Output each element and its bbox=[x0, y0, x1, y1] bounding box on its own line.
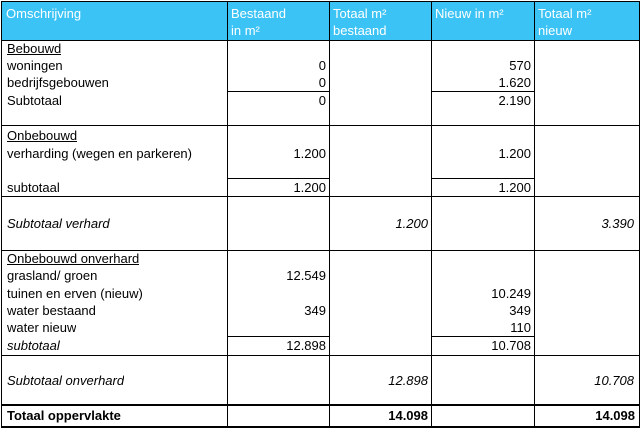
value-subtotaal-onverhard-section-bestaand: 12.898 bbox=[286, 338, 326, 353]
row-label-subtotaal-onverhard-section: subtotaal bbox=[7, 338, 60, 353]
value-subtotaal-onbebouwd-bestaand: 1.200 bbox=[293, 180, 326, 195]
value-tuinen-nieuw: 10.249 bbox=[491, 286, 531, 301]
value-water-nieuw-nieuw: 110 bbox=[510, 320, 531, 335]
header-totaal-nieuw: Totaal m² nieuw bbox=[538, 6, 592, 38]
value-grasland-nieuw bbox=[433, 268, 531, 284]
value-tuinen-bestaand bbox=[229, 286, 326, 302]
grid-line bbox=[227, 91, 329, 92]
grid-line bbox=[431, 178, 534, 179]
grid-line bbox=[639, 1, 640, 428]
grid-line bbox=[1, 125, 640, 126]
value-verharding-bestaand: 1.200 bbox=[293, 146, 326, 161]
header-nieuw: Nieuw in m² bbox=[435, 6, 504, 21]
row-label-subtotaal-onverhard: Subtotaal onverhard bbox=[7, 373, 125, 388]
value-bedrijfsgebouwen-nieuw: 1.620 bbox=[498, 75, 531, 90]
grid-line bbox=[1, 40, 640, 41]
section-title-onbebouwd: Onbebouwd bbox=[7, 128, 78, 143]
grid-line bbox=[1, 404, 640, 406]
grid-line bbox=[1, 1, 640, 2]
value-subtotaal-onbebouwd-nieuw: 1.200 bbox=[498, 180, 531, 195]
grid-line bbox=[1, 426, 640, 428]
value-water-bestaand-bestaand: 349 bbox=[304, 303, 326, 318]
value-subtotaal-onverhard-section-nieuw: 10.708 bbox=[491, 338, 531, 353]
grid-line bbox=[431, 91, 534, 92]
grid-line bbox=[227, 336, 329, 337]
row-label-tuinen: tuinen en erven (nieuw) bbox=[7, 286, 143, 301]
section-title-bebouwd: Bebouwd bbox=[7, 41, 62, 56]
value-water-bestaand-nieuw: 349 bbox=[509, 303, 531, 318]
header-omschrijving: Omschrijving bbox=[6, 6, 82, 21]
grid-line bbox=[431, 336, 534, 337]
row-label-verharding: verharding (wegen en parkeren) bbox=[7, 146, 192, 161]
grid-line bbox=[1, 355, 640, 356]
value-subtotaal-verhard-totaal-bestaand: 1.200 bbox=[395, 216, 428, 231]
value-water-nieuw-bestaand bbox=[229, 320, 326, 336]
value-subtotaal-bebouwd-nieuw: 2.190 bbox=[498, 93, 531, 108]
row-label-water-nieuw: water nieuw bbox=[7, 320, 77, 335]
row-label-bedrijfsgebouwen: bedrijfsgebouwen bbox=[7, 75, 109, 90]
header-totaal-bestaand: Totaal m² bestaand bbox=[333, 6, 387, 38]
row-label-subtotaal-verhard: Subtotaal verhard bbox=[7, 216, 110, 231]
header-bestaand: Bestaand in m² bbox=[231, 6, 286, 38]
value-bedrijfsgebouwen-bestaand: 0 bbox=[318, 75, 326, 90]
value-grasland-bestaand: 12.549 bbox=[286, 268, 326, 283]
row-label-water-bestaand: water bestaand bbox=[7, 303, 96, 318]
row-label-subtotaal-onbebouwd: subtotaal bbox=[7, 180, 60, 195]
value-totaal-nieuw: 14.098 bbox=[595, 408, 635, 423]
row-label-totaal: Totaal oppervlakte bbox=[7, 408, 121, 423]
value-woningen-bestaand: 0 bbox=[318, 58, 326, 73]
grid-line bbox=[534, 1, 535, 428]
value-subtotaal-onverhard-totaal-nieuw: 10.708 bbox=[594, 373, 634, 388]
value-verharding-nieuw: 1.200 bbox=[498, 146, 531, 161]
value-subtotaal-onverhard-totaal-bestaand: 12.898 bbox=[388, 373, 428, 388]
grid-line bbox=[431, 1, 432, 428]
row-label-woningen: woningen bbox=[7, 58, 63, 73]
grid-line bbox=[227, 1, 228, 428]
value-subtotaal-bebouwd-bestaand: 0 bbox=[318, 93, 326, 108]
value-woningen-nieuw: 570 bbox=[509, 58, 531, 73]
value-subtotaal-verhard-totaal-nieuw: 3.390 bbox=[601, 216, 634, 231]
grid-line bbox=[1, 196, 640, 197]
row-label-grasland: grasland/ groen bbox=[7, 268, 98, 283]
row-label-subtotaal-bebouwd: Subtotaal bbox=[7, 93, 62, 108]
value-totaal-bestaand: 14.098 bbox=[388, 408, 428, 423]
grid-line bbox=[227, 178, 329, 179]
section-title-onverhard: Onbebouwd onverhard bbox=[7, 251, 140, 266]
grid-line bbox=[1, 1, 2, 428]
grid-line bbox=[329, 1, 330, 428]
